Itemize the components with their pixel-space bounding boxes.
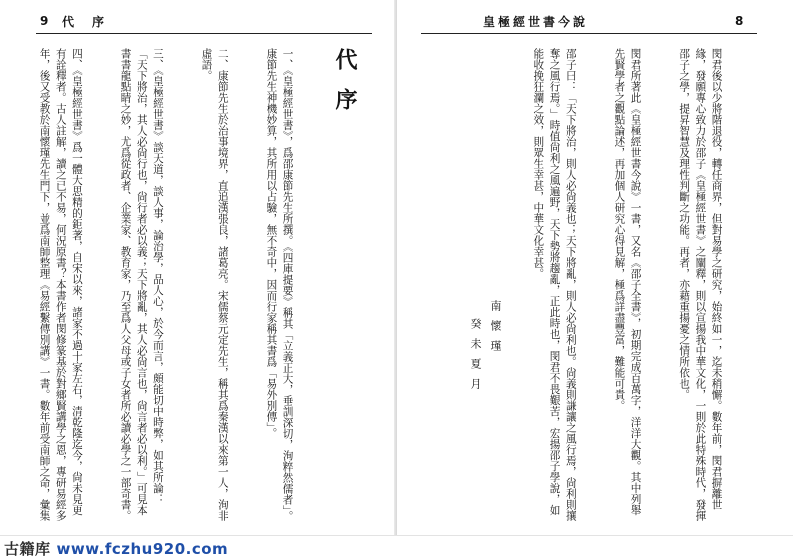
right-page — [397, 0, 793, 535]
paragraph: 閔君所著此《皇極經世書今說》一書，又名《邵子全書》，初期完成百萬字，洋洋大觀。其中列舉先賢學者之觀點論述，再加個人研究心得見解，極爲詳盡豐富，難能可貴。 — [613, 48, 642, 516]
signature-name: 南懷瑾 — [489, 300, 502, 360]
watermark-url: www.fczhu920.com — [56, 540, 229, 558]
paragraph: 閔君後以少將階退役，轉任商界，但對易學之研究，始終如一，迄未稍懈。數年前，閔君摒離世緣，發願專心致力於邵子《皇極經世書》之闡釋，則以宣揚我中華文化，一則於此特殊時代，發揮邵子之學，提昇智慧及理性判斷之功能。再者，亦藉重揚憂之情所依也。 — [678, 48, 723, 521]
watermark — [4, 538, 228, 559]
left-page — [0, 0, 396, 535]
page-number: 8 — [735, 14, 744, 28]
signature-date: 癸未夏月 — [469, 318, 482, 398]
left-page-body — [36, 48, 328, 526]
running-head: 皇極經世書今說 — [483, 15, 589, 29]
header-rule — [36, 33, 372, 34]
section-title: 代序 — [332, 48, 358, 128]
watermark-bar — [0, 535, 793, 560]
paragraph: 四、《皇極經世書》爲一體大思精的鉅著，自宋以來，諸家不過十家左右，清乾隆迄今，尙未見更有詮釋者。古人註解，讀之已不易，何況原書？本書作者閔修篆基於對鄉賢講學之恩，專研易經多年，後又受教於南懷瑾先生門下，並爲南師整理《易經繫傳別講》一書。數年前受南師之命，彙集 — [38, 48, 83, 521]
paragraph: 二、康節先生於治事境界，直追漢張良，諸葛亮。宋儒蔡元定先生，稱其爲秦漢以來第一人，洵非虛語。 — [200, 48, 229, 521]
page-number: 9 — [40, 14, 49, 28]
paragraph: 三、《皇極經世書》談天道，談人事，論治學，品人心，於今而言，頗能切中時弊，如其所論：「天下將治，其人必尙行也，尙行者必以義；天下將亂，其人必尙言也，尙言者必以利。」可見本書書龍點睛之妙，尤爲從政者、企業家、教育家，乃至爲人父母或子女者所必讀必學之一部奇書。 — [119, 48, 164, 521]
running-head: 代 序 — [62, 15, 108, 29]
right-page-body — [519, 48, 757, 526]
paragraph: 邵子曰：「天下將治，則人必尙義也；天下將亂，則人必尙利也。尙義則謙讓之風行焉，尙利則攘奪之風行焉。」時值尙利之風遍野，天下勢將趨亂，正此時也，閔君不畏艱苦，宏揚邵子學說，如能收挽狂瀾之效，則眾生幸甚，中華文化幸甚。 — [532, 48, 577, 521]
paragraph: 一、《皇極經世書》，爲邵康節先生所撰。《四庫提要》稱其「立義正大，垂訓深切，洵粹然儒者」。康節先生神機妙算，其所用以占驗，無不奇中，因而行家稱其書爲「易外別傳」。 — [265, 48, 294, 522]
header-rule — [421, 33, 757, 34]
watermark-site-name: 古籍库 — [4, 540, 51, 558]
